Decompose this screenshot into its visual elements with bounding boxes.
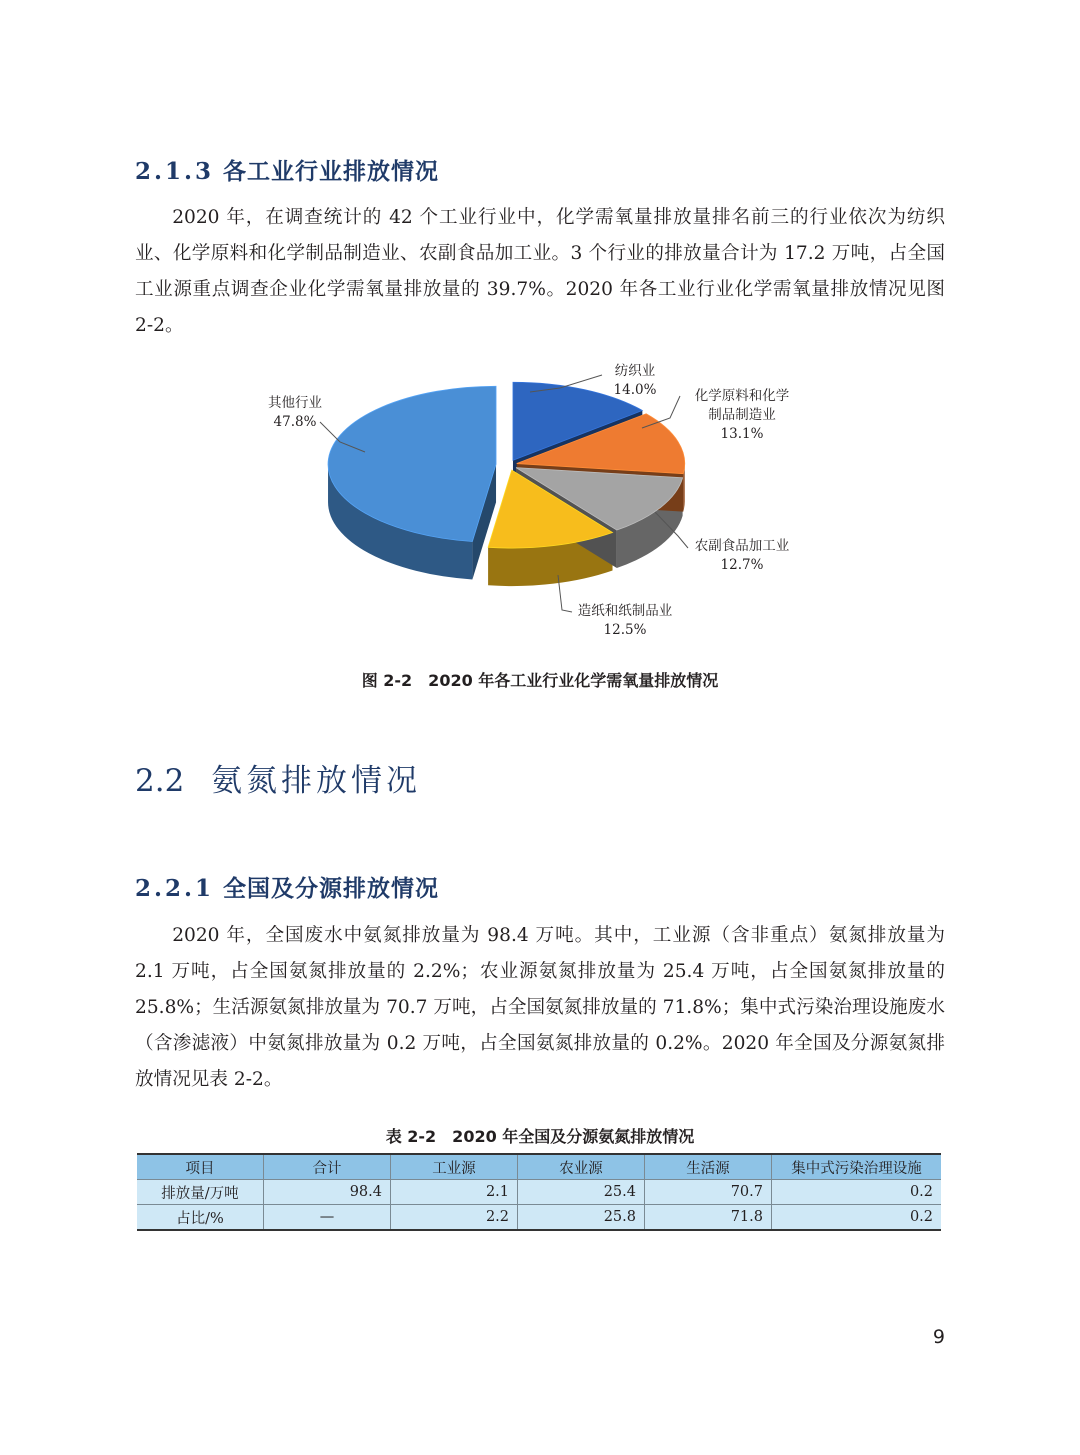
table-cell: 0.2 (772, 1180, 942, 1205)
section-heading-2-2 (135, 755, 421, 800)
section-title: 各工业行业排放情况 (223, 158, 439, 185)
table-cell: 25.4 (518, 1180, 645, 1205)
header-cell-item: 项目 (137, 1154, 264, 1180)
section-number: 2.2.1 (135, 875, 215, 902)
ammonia-nitrogen-table (137, 1153, 941, 1231)
table-cell: 70.7 (645, 1180, 772, 1205)
pie-value-label-food: 12.7% (720, 557, 764, 573)
pie-category-label-food: 农副食品加工业 (694, 538, 790, 554)
pie-chart-cod-by-industry (240, 360, 840, 650)
pie-category-label-chemical: 制品制造业 (708, 407, 776, 423)
table-cell: 98.4 (264, 1180, 391, 1205)
section-title: 氨氮排放情况 (211, 763, 421, 799)
section-number: 2.2 (135, 763, 185, 799)
paragraph-ammonia-nitrogen: 2020 年，全国废水中氨氮排放量为 98.4 万吨。其中，工业源（含非重点）氨氮排放量为 2.1 万吨，占全国氨氮排放量的 2.2%；农业源氨氮排放量为 25.4 万吨，占全国氨氮排放量的 25.8%；生活源氨氮排放量为 70.7 万吨，占全国氨氮排放量的 71.8%；集中式污染治理设施废水（含渗滤液）中氨氮排放量为 0.2 万吨，占全国氨氮排放量的 0.2%。2020 年全国及分源氨氮排放情况见表 2-2。 (135, 925, 945, 1090)
table-row (137, 1205, 941, 1231)
header-cell-domestic: 生活源 (645, 1154, 772, 1180)
page-number: 9 (932, 1326, 945, 1348)
header-cell-industrial: 工业源 (391, 1154, 518, 1180)
row-label: 占比/% (137, 1205, 264, 1231)
table-header-row (137, 1154, 941, 1180)
section-heading-2-2-1 (135, 870, 439, 903)
table-caption: 表 2-2 2020 年全国及分源氨氮排放情况 (385, 1127, 695, 1146)
pie-value-label-chemical: 13.1% (720, 426, 764, 442)
header-cell-total: 合计 (264, 1154, 391, 1180)
header-cell-centralized: 集中式污染治理设施 (772, 1154, 942, 1180)
table-cell: 2.2 (391, 1205, 518, 1231)
section-number: 2.1.3 (135, 158, 215, 185)
section-heading-2-1-3 (135, 153, 439, 186)
pie-value-label-other: 47.8% (273, 414, 317, 430)
row-label: 排放量/万吨 (137, 1180, 264, 1205)
pie-category-label-chemical: 化学原料和化学 (694, 388, 790, 404)
table-cell: 71.8 (645, 1205, 772, 1231)
pie-category-label-paper: 造纸和纸制品业 (577, 603, 673, 619)
pie-value-label-paper: 12.5% (603, 622, 647, 638)
table-cell: 2.1 (391, 1180, 518, 1205)
table-cell: 0.2 (772, 1205, 942, 1231)
table-row (137, 1180, 941, 1205)
pie-value-label-textile: 14.0% (613, 382, 657, 398)
pie-category-label-other: 其他行业 (268, 395, 322, 411)
pie-category-label-textile: 纺织业 (614, 363, 656, 379)
section-title: 全国及分源排放情况 (223, 875, 439, 902)
table-cell: 25.8 (518, 1205, 645, 1231)
figure-caption: 图 2-2 2020 年各工业行业化学需氧量排放情况 (361, 671, 719, 690)
paragraph-cod-industry: 2020 年，在调查统计的 42 个工业行业中，化学需氧量排放量排名前三的行业依次为纺织业、化学原料和化学制品制造业、农副食品加工业。3 个行业的排放量合计为 17.2 万吨，占全国工业源重点调查企业化学需氧量排放量的 39.7%。2020 年各工业行业化学需氧量排放情况见图 2-2。 (135, 207, 945, 336)
table-cell: — (264, 1205, 391, 1231)
header-cell-agricultural: 农业源 (518, 1154, 645, 1180)
